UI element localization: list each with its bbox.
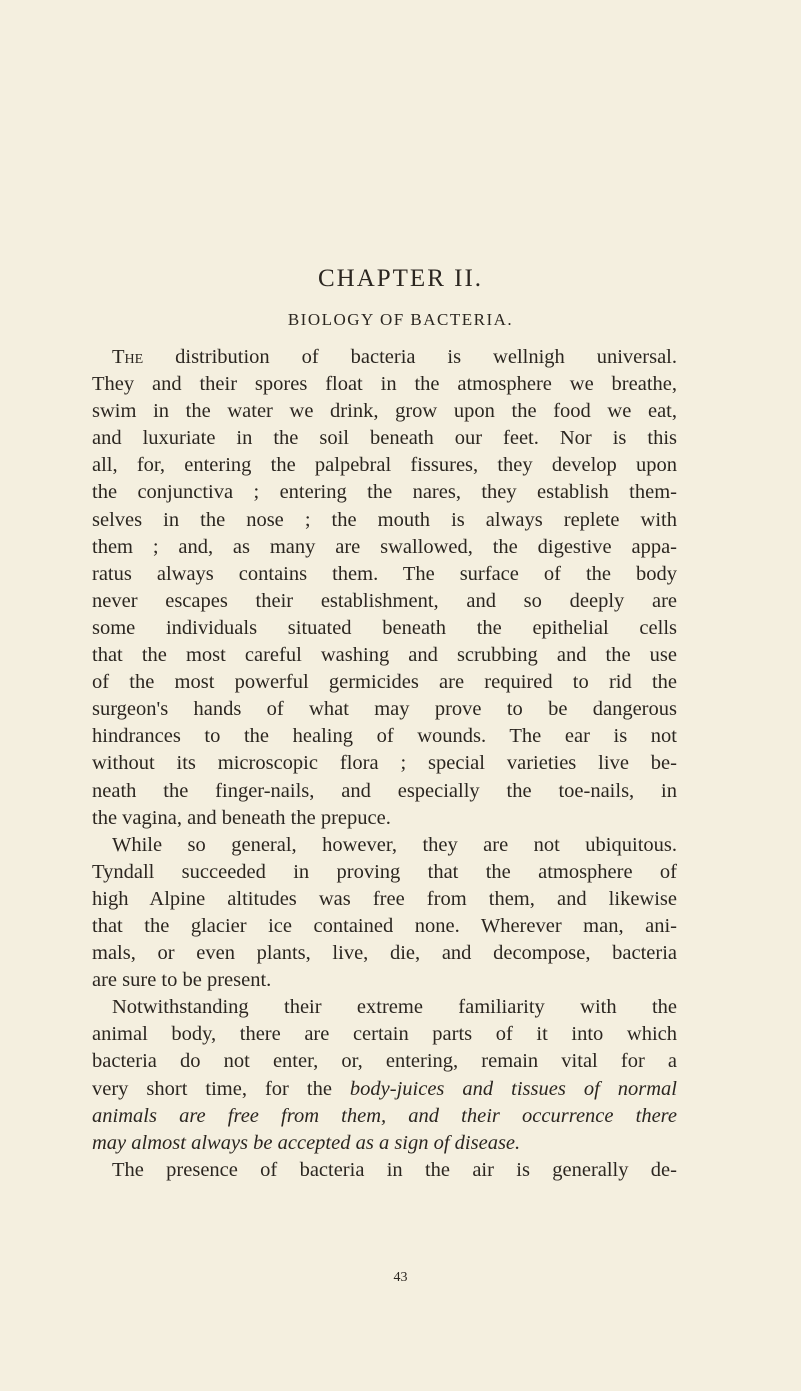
text-line: While so general, however, they are not ubiquitous. [112, 833, 677, 856]
text-line: may almost always be accepted as a sign of disease. [92, 1131, 521, 1154]
text-line: animals are free from them, and their occurrence there [92, 1104, 677, 1127]
text-line: neath the finger-nails, and especially the toe-nails, in [92, 779, 677, 802]
text-line: the conjunctiva ; entering the nares, they establish them- [92, 481, 677, 504]
chapter-heading: CHAPTER II. [317, 265, 484, 292]
text-line: without its microscopic flora ; special varieties live be- [92, 752, 677, 775]
text-line: surgeon's hands of what may prove to be dangerous [92, 698, 677, 721]
text-line: selves in the nose ; the mouth is always replete with [92, 508, 677, 531]
text-line: ratus always contains them. The surface of the body [92, 562, 677, 585]
opening-word: The [112, 346, 144, 368]
text-line: bacteria do not enter, or, entering, remain vital for a [92, 1050, 677, 1073]
text-line: are sure to be present. [92, 969, 272, 992]
text-line: that the most careful washing and scrubbing and the use [92, 644, 677, 667]
text-line: of the most powerful germicides are required to rid the [92, 671, 677, 694]
text-line: swim in the water we drink, grow upon the food we eat, [92, 400, 677, 423]
text-line: them ; and, as many are swallowed, the digestive appa- [92, 535, 677, 558]
text-line: animal body, there are certain parts of it into which [92, 1023, 677, 1046]
text-line: that the glacier ice contained none. Wherever man, ani- [92, 914, 677, 937]
text-line: They and their spores float in the atmosphere we breathe, [92, 373, 677, 396]
text-line: hindrances to the healing of wounds. The ear is not [92, 725, 677, 748]
text-line: The presence of bacteria in the air is generally de- [112, 1158, 677, 1181]
page-number: 43 [393, 1270, 408, 1285]
text-line: mals, or even plants, live, die, and decompose, bacteria [92, 942, 677, 965]
chapter-title: BIOLOGY OF BACTERIA. [287, 310, 514, 329]
text-line: high Alpine altitudes was free from them, and likewise [92, 887, 677, 910]
text-line: never escapes their establishment, and so deeply are [92, 589, 677, 612]
text-line: the vagina, and beneath the prepuce. [92, 806, 391, 829]
text-line: all, for, entering the palpebral fissures, they develop upon [92, 454, 677, 477]
text-line: very short time, for the body-juices and tissues of normal [92, 1077, 677, 1100]
text-line: The distribution of bacteria is wellnigh universal. [112, 346, 677, 368]
text-line: some individuals situated beneath the epithelial cells [92, 616, 677, 639]
body-text [92, 344, 677, 1184]
text-line: Tyndall succeeded in proving that the atmosphere of [92, 860, 677, 883]
text-line: and luxuriate in the soil beneath our feet. Nor is this [92, 427, 677, 450]
text-line: Notwithstanding their extreme familiarity with the [112, 996, 677, 1019]
